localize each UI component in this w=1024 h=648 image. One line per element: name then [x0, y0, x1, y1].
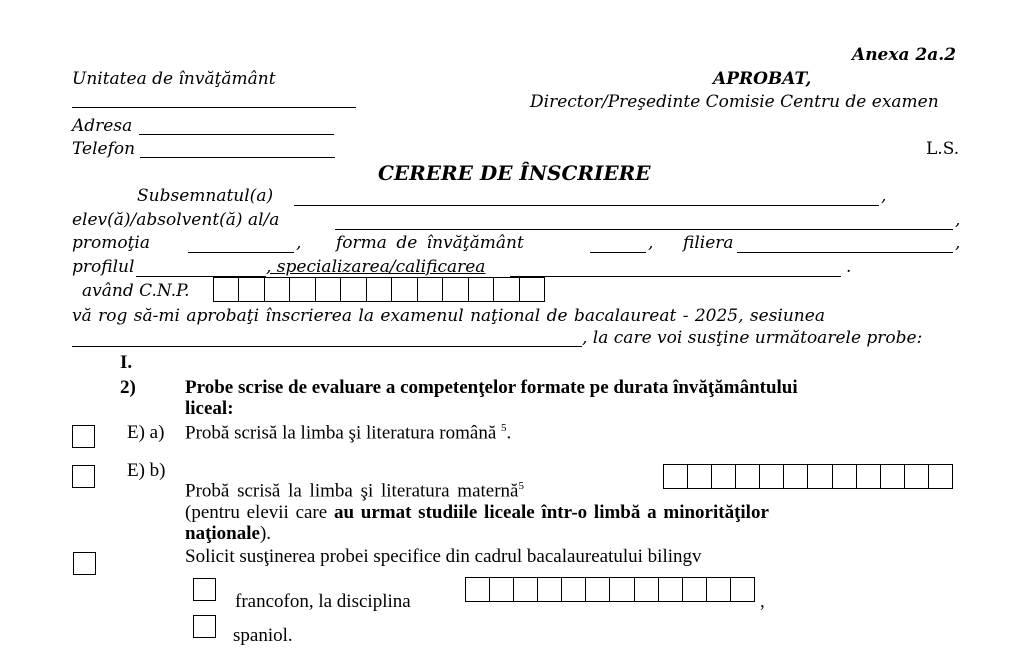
- student-comma: ,: [955, 210, 961, 230]
- exams-text: , la care voi susţine următoarele probe:: [582, 328, 923, 348]
- subsection-number: 2): [120, 377, 136, 398]
- cnp-digit-cell[interactable]: [392, 278, 417, 301]
- mother-tongue-letter-cell[interactable]: [881, 465, 905, 488]
- cnp-input[interactable]: [213, 277, 545, 302]
- romanian-exam-label: Probă scrisă la limba şi literatura română $^5$.: [185, 422, 512, 444]
- ls-label: L.S.: [926, 139, 960, 159]
- institution-field[interactable]: [72, 107, 356, 108]
- profile-label: profilul: [72, 257, 135, 277]
- bilingual-checkbox[interactable]: [73, 552, 96, 575]
- profile-period: .: [846, 257, 852, 277]
- francophone-letter-cell[interactable]: [514, 578, 538, 601]
- mother-tongue-exam-label: Probă scrisă la limba şi literatura maternă$^5$: [185, 480, 524, 502]
- education-form-label: forma de învăţământ: [336, 233, 524, 253]
- track-comma: ,: [955, 233, 961, 253]
- mother-tongue-note-end: naţionale).: [185, 523, 272, 544]
- phone-field[interactable]: [140, 157, 335, 158]
- mother-tongue-letter-cell[interactable]: [833, 465, 857, 488]
- mother-tongue-exam-code: E) b): [127, 460, 166, 481]
- section-heading-line1: Probe scrise de evaluare a competenţelor formate pe durata învăţământului: [185, 377, 798, 398]
- mother-tongue-letter-cell[interactable]: [784, 465, 808, 488]
- francophone-comma: ,: [760, 591, 765, 612]
- francophone-letter-cell[interactable]: [538, 578, 562, 601]
- francophone-label: francofon, la disciplina: [235, 591, 411, 612]
- francophone-letter-cell[interactable]: [466, 578, 490, 601]
- cnp-digit-cell[interactable]: [214, 278, 239, 301]
- request-text: vă rog să-mi aprobaţi înscrierea la examenul naţional de bacalaureat - 2025, sesiunea: [72, 306, 825, 326]
- mother-tongue-letter-cell[interactable]: [857, 465, 881, 488]
- specialization-label: , specializarea/calificarea: [266, 257, 486, 277]
- cnp-digit-cell[interactable]: [418, 278, 443, 301]
- cnp-digit-cell[interactable]: [443, 278, 468, 301]
- bilingual-label: Solicit susţinerea probei specifice din cadrul bacalaureatului bilingv: [185, 546, 702, 567]
- cnp-digit-cell[interactable]: [316, 278, 341, 301]
- address-label: Adresa: [72, 116, 133, 136]
- spanish-checkbox[interactable]: [193, 615, 216, 638]
- session-field[interactable]: [72, 346, 582, 347]
- cnp-digit-cell[interactable]: [469, 278, 494, 301]
- education-form-field[interactable]: [590, 252, 646, 253]
- approved-label: APROBAT,: [713, 69, 812, 89]
- romanian-exam-code: E) a): [127, 422, 165, 443]
- cnp-label: având C.N.P.: [82, 281, 190, 301]
- francophone-letter-cell[interactable]: [610, 578, 634, 601]
- student-label: elev(ă)/absolvent(ă) al/a: [72, 210, 280, 230]
- undersigned-comma: ,: [881, 186, 887, 206]
- francophone-subject-input[interactable]: [465, 577, 755, 602]
- mother-tongue-letter-cell[interactable]: [905, 465, 929, 488]
- romanian-exam-checkbox[interactable]: [72, 425, 95, 448]
- section-number: I.: [120, 352, 133, 373]
- mother-tongue-input[interactable]: [663, 464, 953, 489]
- address-field[interactable]: [139, 134, 334, 135]
- mother-tongue-letter-cell[interactable]: [664, 465, 688, 488]
- mother-tongue-letter-cell[interactable]: [736, 465, 760, 488]
- cnp-digit-cell[interactable]: [520, 278, 544, 301]
- annex-number: Anexa 2a.2: [852, 45, 957, 65]
- section-heading-line2: liceal:: [185, 398, 234, 419]
- francophone-letter-cell[interactable]: [635, 578, 659, 601]
- francophone-letter-cell[interactable]: [683, 578, 707, 601]
- cnp-digit-cell[interactable]: [494, 278, 519, 301]
- spanish-label: spaniol.: [233, 625, 293, 646]
- cnp-digit-cell[interactable]: [239, 278, 264, 301]
- francophone-letter-cell[interactable]: [731, 578, 754, 601]
- cnp-digit-cell[interactable]: [290, 278, 315, 301]
- cnp-digit-cell[interactable]: [367, 278, 392, 301]
- track-field[interactable]: [737, 252, 953, 253]
- francophone-checkbox[interactable]: [193, 578, 216, 601]
- class-comma: ,: [296, 233, 302, 253]
- track-label: filiera: [683, 233, 734, 253]
- page-title: CERERE DE ÎNSCRIERE: [378, 161, 651, 185]
- class-field[interactable]: [188, 252, 294, 253]
- francophone-letter-cell[interactable]: [659, 578, 683, 601]
- francophone-letter-cell[interactable]: [562, 578, 586, 601]
- education-form-comma: ,: [648, 233, 654, 253]
- mother-tongue-letter-cell[interactable]: [712, 465, 736, 488]
- francophone-letter-cell[interactable]: [707, 578, 731, 601]
- cnp-digit-cell[interactable]: [265, 278, 290, 301]
- director-label: Director/Preşedinte Comisie Centru de examen: [530, 92, 939, 112]
- institution-label: Unitatea de învăţământ: [72, 69, 276, 89]
- francophone-letter-cell[interactable]: [490, 578, 514, 601]
- mother-tongue-letter-cell[interactable]: [929, 465, 952, 488]
- specialization-field[interactable]: [510, 276, 841, 277]
- phone-label: Telefon: [72, 139, 136, 159]
- mother-tongue-exam-checkbox[interactable]: [72, 465, 95, 488]
- undersigned-field[interactable]: [294, 205, 879, 206]
- mother-tongue-letter-cell[interactable]: [808, 465, 832, 488]
- mother-tongue-letter-cell[interactable]: [760, 465, 784, 488]
- francophone-letter-cell[interactable]: [586, 578, 610, 601]
- undersigned-label: Subsemnatul(a): [137, 186, 274, 206]
- mother-tongue-letter-cell[interactable]: [688, 465, 712, 488]
- mother-tongue-note: (pentru elevii care au urmat studiile liceale într-o limbă a minorităţilor: [185, 502, 769, 523]
- student-field[interactable]: [335, 229, 953, 230]
- class-label: promoţia: [72, 233, 151, 253]
- cnp-digit-cell[interactable]: [341, 278, 366, 301]
